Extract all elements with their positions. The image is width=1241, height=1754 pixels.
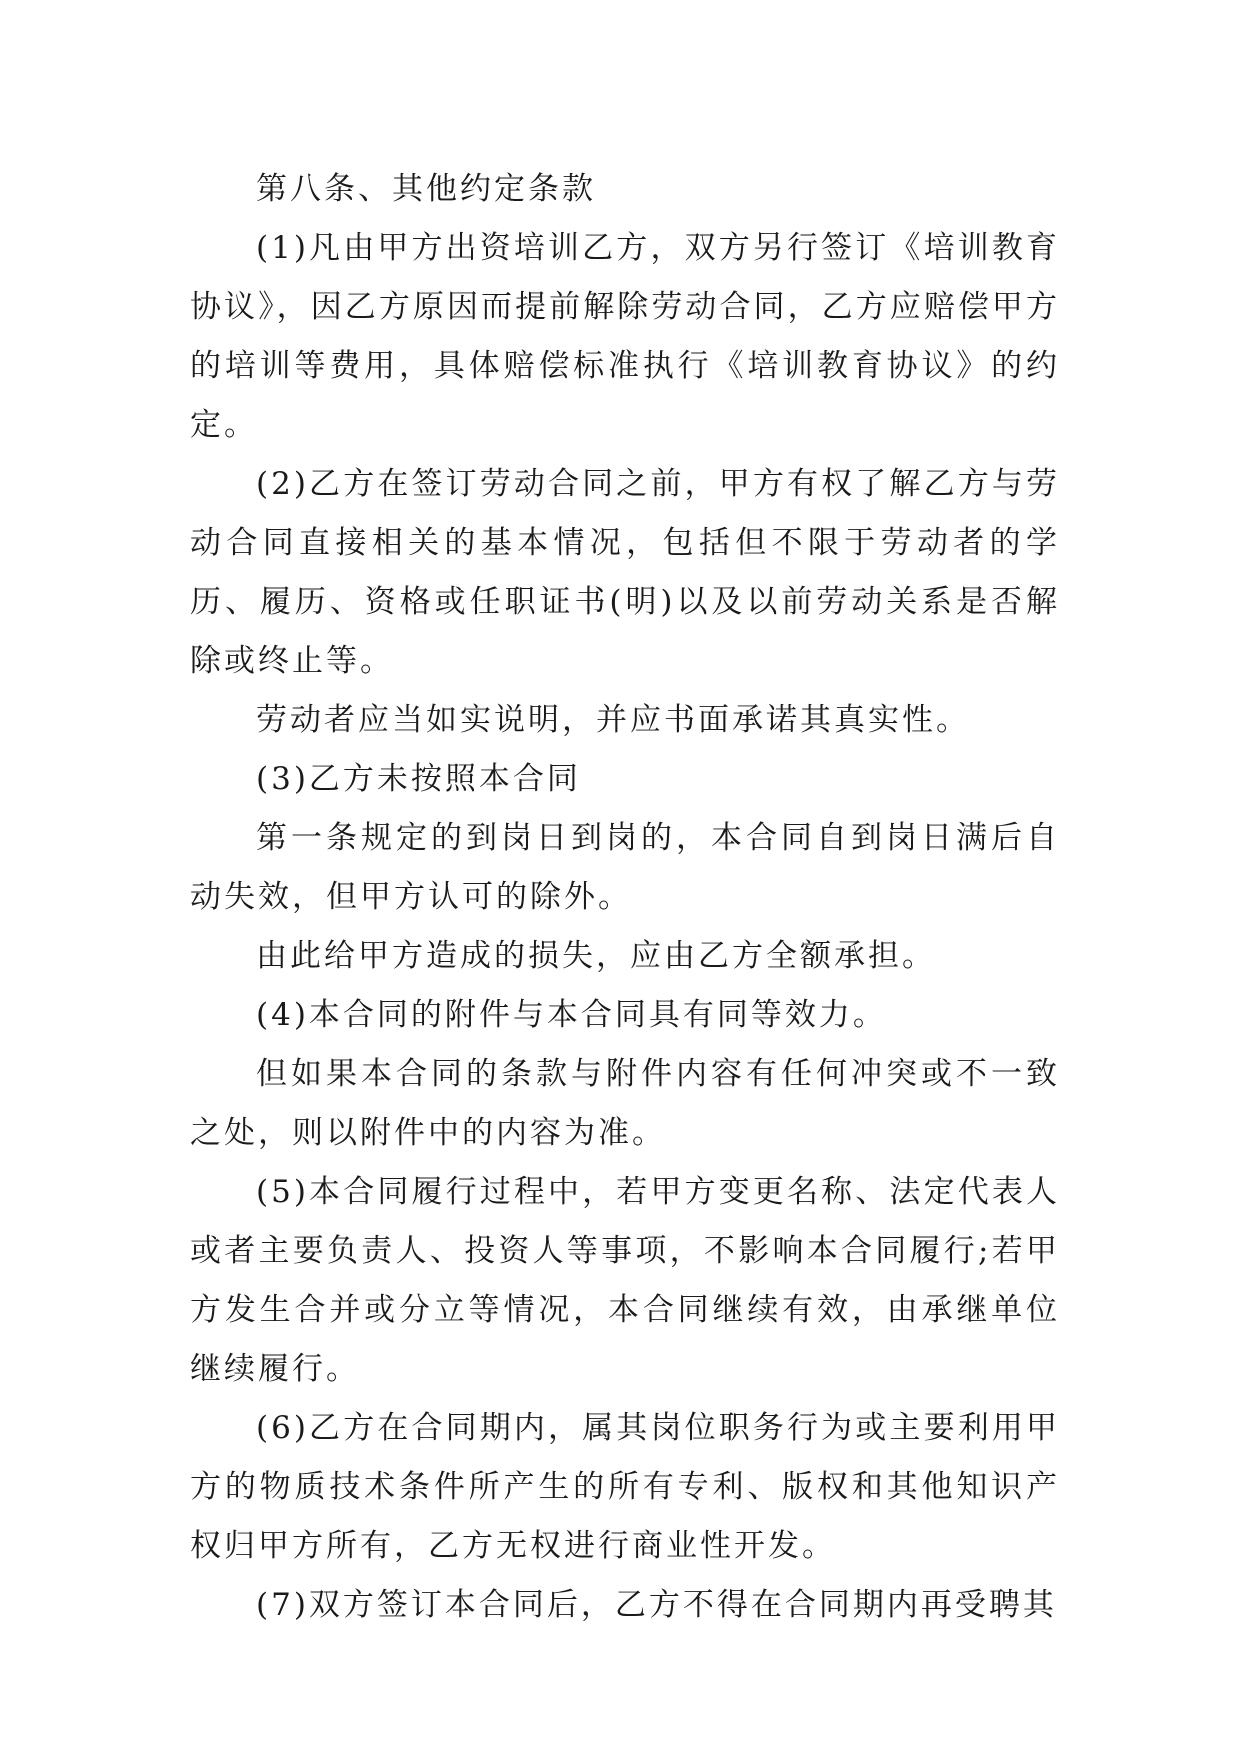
clause-3-continued: 第一条规定的到岗日到岗的，本合同自到岗日满后自动失效，但甲方认可的除外。 [190,820,1060,915]
clause-2-note: 劳动者应当如实说明，并应书面承诺其真实性。 [256,702,970,738]
clause-7: (7)双方签订本合同后，乙方不得在合同期内再受聘其 [256,1587,1057,1623]
clause-3-note: 由此给甲方造成的损失，应由乙方全额承担。 [256,938,936,974]
clause-4: (4)本合同的附件与本合同具有同等效力。 [256,997,887,1033]
clause-3: (3)乙方未按照本合同 [256,761,581,797]
article-heading: 第八条、其他约定条款 [256,171,596,207]
clause-5: (5)本合同履行过程中，若甲方变更名称、法定代表人或者主要负责人、投资人等事项，不影响本合同履行;若甲方发生合并或分立等情况，本合同继续有效，由承继单位继续履行。 [190,1174,1060,1387]
clause-2: (2)乙方在签订劳动合同之前，甲方有权了解乙方与劳动合同直接相关的基本情况，包括但不限于劳动者的学历、履历、资格或任职证书(明)以及以前劳动关系是否解除或终止等。 [190,466,1060,679]
clause-1: (1)凡由甲方出资培训乙方，双方另行签订《培训教育协议》，因乙方原因而提前解除劳动合同，乙方应赔偿甲方的培训等费用，具体赔偿标准执行《培训教育协议》的约定。 [190,230,1060,443]
document-body [190,160,1060,1635]
clause-6: (6)乙方在合同期内，属其岗位职务行为或主要利用甲方的物质技术条件所产生的所有专利、版权和其他知识产权归甲方所有，乙方无权进行商业性开发。 [190,1410,1060,1564]
clause-4-note: 但如果本合同的条款与附件内容有任何冲突或不一致之处，则以附件中的内容为准。 [190,1056,1060,1151]
